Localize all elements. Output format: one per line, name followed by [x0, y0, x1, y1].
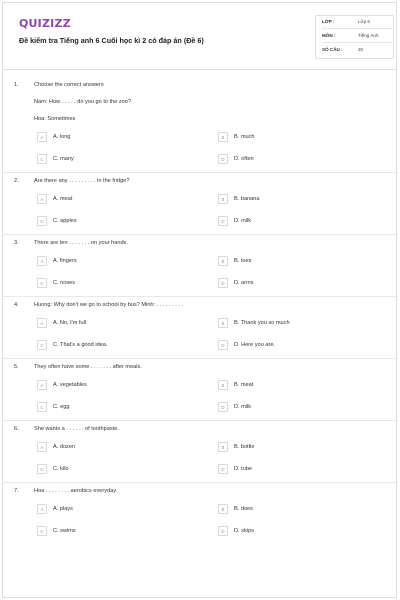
answer-options — [14, 438, 396, 482]
option-letter-box[interactable]: A — [37, 318, 47, 328]
answer-options — [14, 500, 396, 544]
option-letter-box[interactable]: D — [218, 402, 228, 412]
option-text: D. often — [234, 156, 254, 162]
question-1 — [3, 77, 396, 173]
option-text: A. long — [53, 134, 71, 140]
option-text: D. Here you are. — [234, 342, 276, 348]
info-row-question-count — [322, 44, 392, 56]
option-letter-box[interactable]: C — [37, 526, 47, 536]
option-text: D. milk — [234, 404, 252, 410]
option-letter-box[interactable]: D — [218, 340, 228, 350]
option-letter-box[interactable]: D — [218, 464, 228, 474]
answer-option-c[interactable] — [37, 464, 197, 476]
answer-option-d[interactable] — [218, 340, 378, 352]
answer-option-c[interactable] — [37, 154, 197, 166]
option-text: B. banana — [234, 196, 260, 202]
answer-option-d[interactable] — [218, 154, 378, 166]
answer-options — [14, 252, 396, 296]
worksheet-title: Đề kiểm tra Tiếng anh 6 Cuối học kì 2 có đáp án (Đề 6) — [19, 36, 204, 45]
answer-option-a[interactable] — [37, 442, 197, 454]
option-letter-box[interactable]: C — [37, 464, 47, 474]
question-number: 5. — [14, 364, 19, 370]
worksheet-header — [3, 3, 396, 65]
answer-options — [14, 128, 396, 172]
option-text: B. toes — [234, 258, 252, 264]
answer-options — [14, 314, 396, 358]
option-text: A. plays — [53, 506, 73, 512]
option-text: A. vegetables — [53, 382, 87, 388]
option-text: D. arms — [234, 280, 254, 286]
option-text: D. milk — [234, 218, 252, 224]
option-text: B. does — [234, 506, 253, 512]
option-text: B. Thank you so much — [234, 320, 290, 326]
option-text: B. bottle — [234, 444, 255, 450]
answer-option-a[interactable] — [37, 132, 197, 144]
option-letter-box[interactable]: B — [218, 132, 228, 142]
option-text: B. meat — [234, 382, 254, 388]
answer-option-b[interactable] — [218, 504, 378, 516]
option-letter-box[interactable]: B — [218, 318, 228, 328]
option-letter-box[interactable]: C — [37, 340, 47, 350]
option-letter-box[interactable]: A — [37, 256, 47, 266]
answer-options — [14, 190, 396, 234]
question-text: There are ten . . . . . . . on your hands. — [34, 240, 128, 246]
question-line — [14, 94, 396, 111]
answer-option-b[interactable] — [218, 380, 378, 392]
option-letter-box[interactable]: B — [218, 194, 228, 204]
question-line — [14, 111, 396, 128]
answer-option-d[interactable] — [218, 464, 378, 476]
option-text: C. kilo — [53, 466, 69, 472]
answer-option-b[interactable] — [218, 442, 378, 454]
option-letter-box[interactable]: A — [37, 132, 47, 142]
answer-option-a[interactable] — [37, 380, 197, 392]
question-text: Choose the correct answers — [34, 82, 104, 88]
answer-option-b[interactable] — [218, 256, 378, 268]
question-number: 2. — [14, 178, 19, 184]
question-number: 1. — [14, 82, 19, 88]
info-value: 20 — [358, 47, 364, 52]
option-letter-box[interactable]: B — [218, 380, 228, 390]
option-letter-box[interactable]: A — [37, 442, 47, 452]
answer-option-b[interactable] — [218, 132, 378, 144]
question-text: Hoa: Sometimes — [34, 116, 76, 122]
question-5 — [3, 359, 396, 421]
answer-option-c[interactable] — [37, 402, 197, 414]
answer-option-a[interactable] — [37, 318, 197, 330]
quizizz-logo: QUIZIZZ — [19, 17, 71, 30]
question-stem — [14, 77, 396, 94]
option-text: C. egg — [53, 404, 70, 410]
option-letter-box[interactable]: D — [218, 278, 228, 288]
option-text: A. meat — [53, 196, 73, 202]
question-3 — [3, 235, 396, 297]
question-text: Are there any . . . . . . . . . in the fridge? — [34, 178, 130, 184]
answer-option-a[interactable] — [37, 256, 197, 268]
header-divider — [3, 69, 396, 70]
option-letter-box[interactable]: A — [37, 194, 47, 204]
question-stem — [14, 235, 396, 252]
question-text: She wants a . . . . . . of toothpaste. — [34, 426, 119, 432]
question-stem — [14, 483, 396, 500]
info-label: MÔN : — [322, 33, 336, 38]
option-letter-box[interactable]: B — [218, 442, 228, 452]
question-6 — [3, 421, 396, 483]
worksheet-page — [2, 2, 397, 598]
question-list — [3, 77, 396, 544]
option-letter-box[interactable]: C — [37, 154, 47, 164]
question-text: Nam: How . . . . . do you go to the zoo? — [34, 99, 132, 105]
option-letter-box[interactable]: B — [218, 256, 228, 266]
info-value: Tiếng Anh — [358, 33, 379, 38]
answer-option-a[interactable] — [37, 194, 197, 206]
question-text: They often have some . . . . . . . after meals. — [34, 364, 142, 370]
option-letter-box[interactable]: A — [37, 380, 47, 390]
option-text: A. dozen — [53, 444, 76, 450]
answer-option-a[interactable] — [37, 504, 197, 516]
option-text: C. apples — [53, 218, 77, 224]
answer-option-d[interactable] — [218, 402, 378, 414]
answer-option-d[interactable] — [218, 278, 378, 290]
option-letter-box[interactable]: C — [37, 402, 47, 412]
option-text: C. noses — [53, 280, 76, 286]
info-label: LỚP : — [322, 19, 335, 24]
question-7 — [3, 483, 396, 544]
option-text: D. skips — [234, 528, 254, 534]
answer-option-c[interactable] — [37, 340, 197, 352]
option-letter-box[interactable]: D — [218, 216, 228, 226]
option-text: C. That's a good idea. — [53, 342, 108, 348]
info-value: Lớp 6 — [358, 19, 370, 24]
option-text: D. tube — [234, 466, 253, 472]
option-text: C. swims — [53, 528, 76, 534]
question-2 — [3, 173, 396, 235]
info-row-subject — [322, 30, 392, 43]
question-number: 4. — [14, 302, 19, 308]
info-row-class — [322, 16, 392, 29]
info-box — [315, 15, 394, 59]
option-letter-box[interactable]: B — [218, 504, 228, 514]
question-stem — [14, 173, 396, 190]
question-stem — [14, 359, 396, 376]
answer-option-c[interactable] — [37, 278, 197, 290]
option-text: C. many — [53, 156, 74, 162]
option-letter-box[interactable]: A — [37, 504, 47, 514]
question-4 — [3, 297, 396, 359]
option-text: A. No, I'm full — [53, 320, 87, 326]
option-text: B. much — [234, 134, 255, 140]
answer-option-c[interactable] — [37, 216, 197, 228]
answer-option-d[interactable] — [218, 526, 378, 538]
answer-option-d[interactable] — [218, 216, 378, 228]
question-stem — [14, 297, 396, 314]
option-letter-box[interactable]: C — [37, 216, 47, 226]
answer-option-b[interactable] — [218, 318, 378, 330]
option-text: A. fingers — [53, 258, 77, 264]
answer-option-b[interactable] — [218, 194, 378, 206]
question-number: 3. — [14, 240, 19, 246]
info-label: SỐ CÂU : — [322, 47, 343, 52]
question-stem — [14, 421, 396, 438]
question-text: Hoa . . . . . . . . aerobics everyday. — [34, 488, 118, 494]
question-number: 7. — [14, 488, 19, 494]
answer-option-c[interactable] — [37, 526, 197, 538]
answer-options — [14, 376, 396, 420]
option-letter-box[interactable]: D — [218, 154, 228, 164]
option-letter-box[interactable]: D — [218, 526, 228, 536]
option-letter-box[interactable]: C — [37, 278, 47, 288]
question-text: Huong: Why don't we go to school by bus? Minh: . . . . . . . . . — [34, 302, 184, 308]
question-number: 6. — [14, 426, 19, 432]
